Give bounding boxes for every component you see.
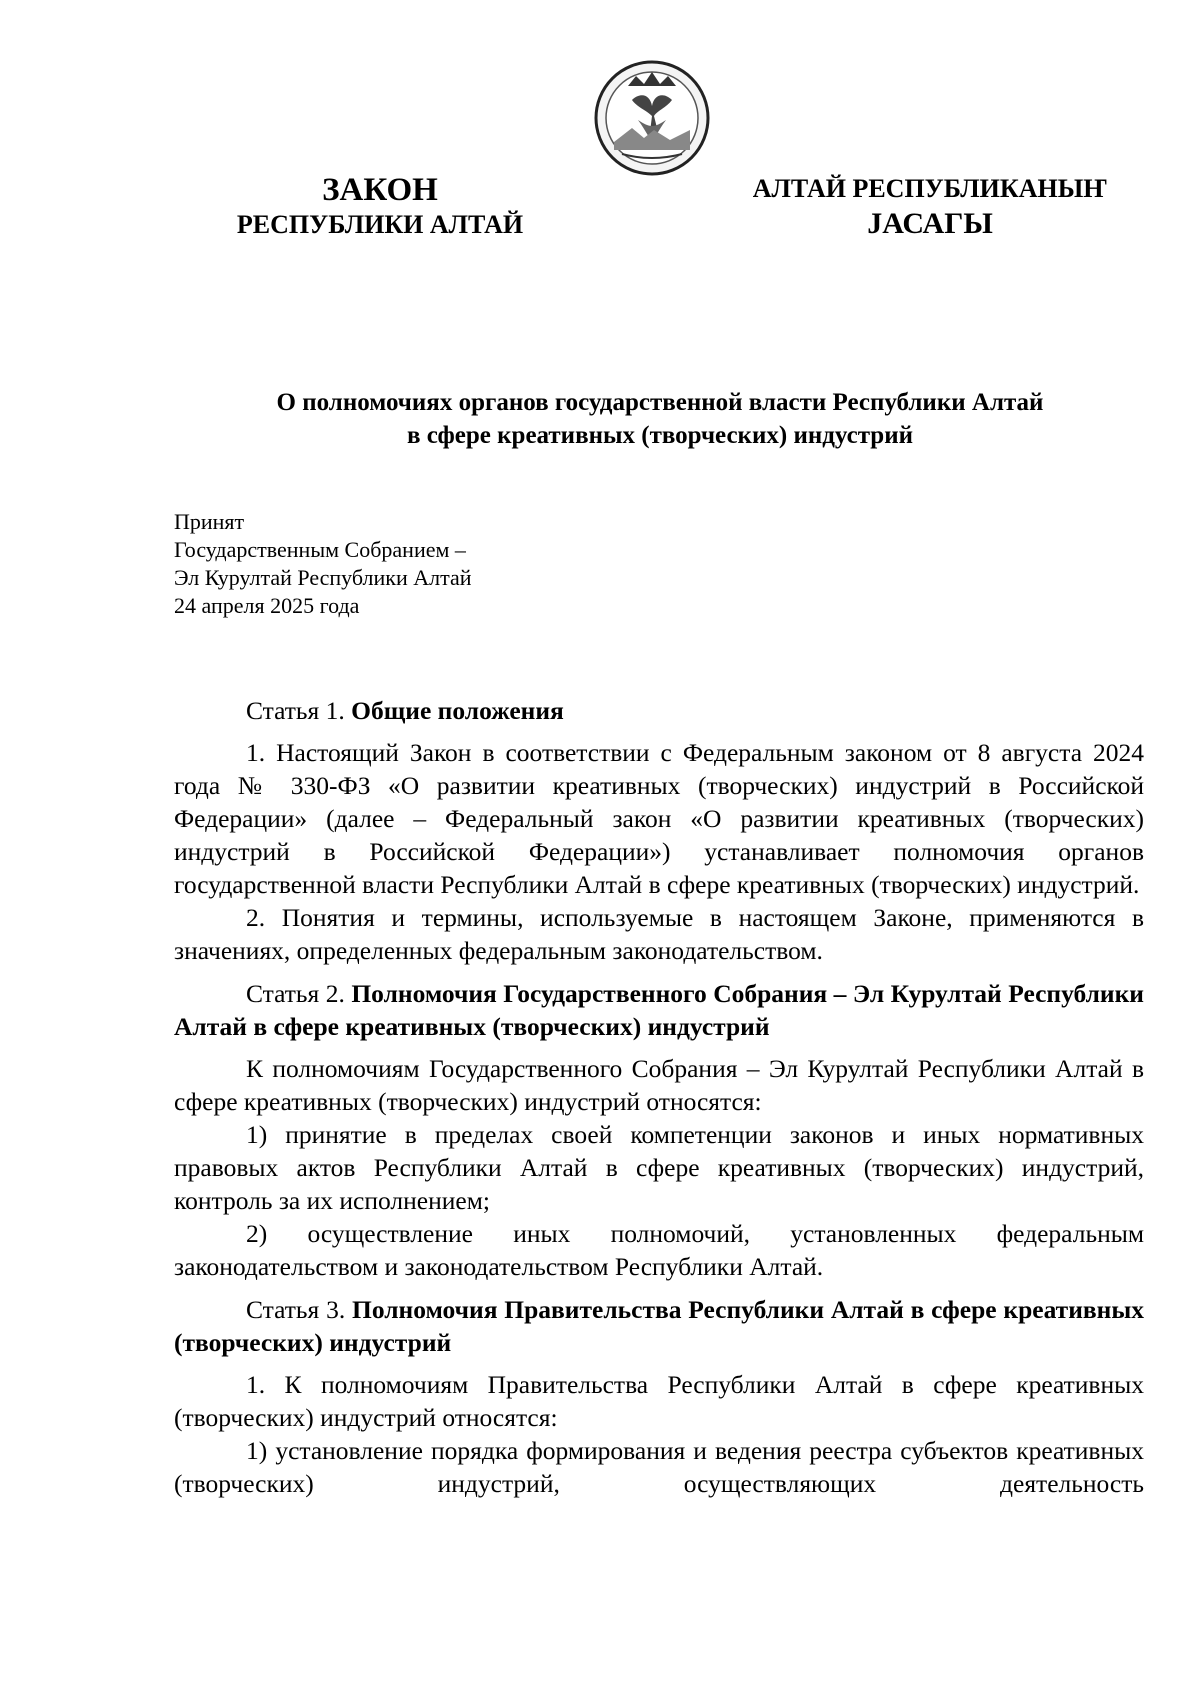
document-body bbox=[174, 694, 1144, 1500]
header-left bbox=[230, 172, 530, 242]
article-title: Полномочия Правительства Республики Алтай в сфере креативных (творческих) индустрий bbox=[174, 1295, 1145, 1357]
adoption-line-2: Государственным Собранием – bbox=[174, 537, 466, 562]
article-title: Полномочия Государственного Собрания – Эл Курултай Республики Алтай в сфере креативных (творческих) индустрий bbox=[174, 979, 1144, 1041]
article-title: Общие положения bbox=[351, 696, 564, 725]
header-republic-name: РЕСПУБЛИКИ АЛТАЙ bbox=[236, 210, 524, 239]
article-1-heading bbox=[174, 694, 1144, 727]
adoption-line-1: Принят bbox=[174, 509, 245, 534]
article-3-heading bbox=[174, 1293, 1144, 1359]
article-paragraph: 1. К полномочиям Правительства Республики Алтай в сфере креативных (творческих) индустрий относятся: bbox=[174, 1370, 1144, 1432]
article-label: Статья 3. bbox=[246, 1295, 346, 1324]
article-2-heading bbox=[174, 977, 1144, 1043]
document-title-line-1: О полномочиях органов государственной власти Республики Алтай bbox=[276, 389, 1044, 416]
adoption-date: 24 апреля 2025 года bbox=[174, 593, 360, 618]
document-title-line-2: в сфере креативных (творческих) индустрий bbox=[406, 422, 914, 449]
header-law-title: ЗАКОН bbox=[322, 172, 438, 208]
article-paragraph: 1) принятие в пределах своей компетенции законов и иных нормативных правовых актов Республики Алтай в сфере креативных (творческих) индустрий, контроль за их исполнением; bbox=[174, 1120, 1144, 1215]
article-paragraph: 1. Настоящий Закон в соответствии с Федеральным законом от 8 августа 2024 года № 330-ФЗ «О развитии креативных (творческих) индустрий в Российской Федерации» (далее – Федеральный закон «О развитии креативных (творческих) индустрий в Российской Федерации») устанавливает полномочия органов государственной власти Республики Алтай в сфере креативных (творческих) индустрий. bbox=[174, 738, 1144, 899]
article-paragraph: К полномочиям Государственного Собрания – Эл Курултай Республики Алтай в сфере креативных (творческих) индустрий относятся: bbox=[174, 1054, 1144, 1116]
adoption-line-3: Эл Курултай Республики Алтай bbox=[174, 565, 472, 590]
header-law-title-altai: JАСАГЫ bbox=[867, 207, 993, 240]
header-right bbox=[720, 172, 1140, 242]
article-paragraph: 2. Понятия и термины, используемые в настоящем Законе, применяются в значениях, определенных федеральным законодательством. bbox=[174, 903, 1144, 965]
article-label: Статья 1. bbox=[246, 696, 345, 725]
document-title bbox=[170, 386, 1150, 452]
header-republic-name-altai: АЛТАЙ РЕСПУБЛИКАНЫҤ bbox=[752, 174, 1108, 203]
adoption-block bbox=[174, 508, 674, 620]
article-paragraph: 2) осуществление иных полномочий, установленных федеральным законодательством и законодательством Республики Алтай. bbox=[174, 1219, 1144, 1281]
coat-of-arms-emblem bbox=[592, 58, 712, 178]
article-label: Статья 2. bbox=[246, 979, 345, 1008]
article-paragraph: 1) установление порядка формирования и ведения реестра субъектов креативных (творческих) индустрий, осуществляющих деятельность bbox=[174, 1436, 1144, 1498]
